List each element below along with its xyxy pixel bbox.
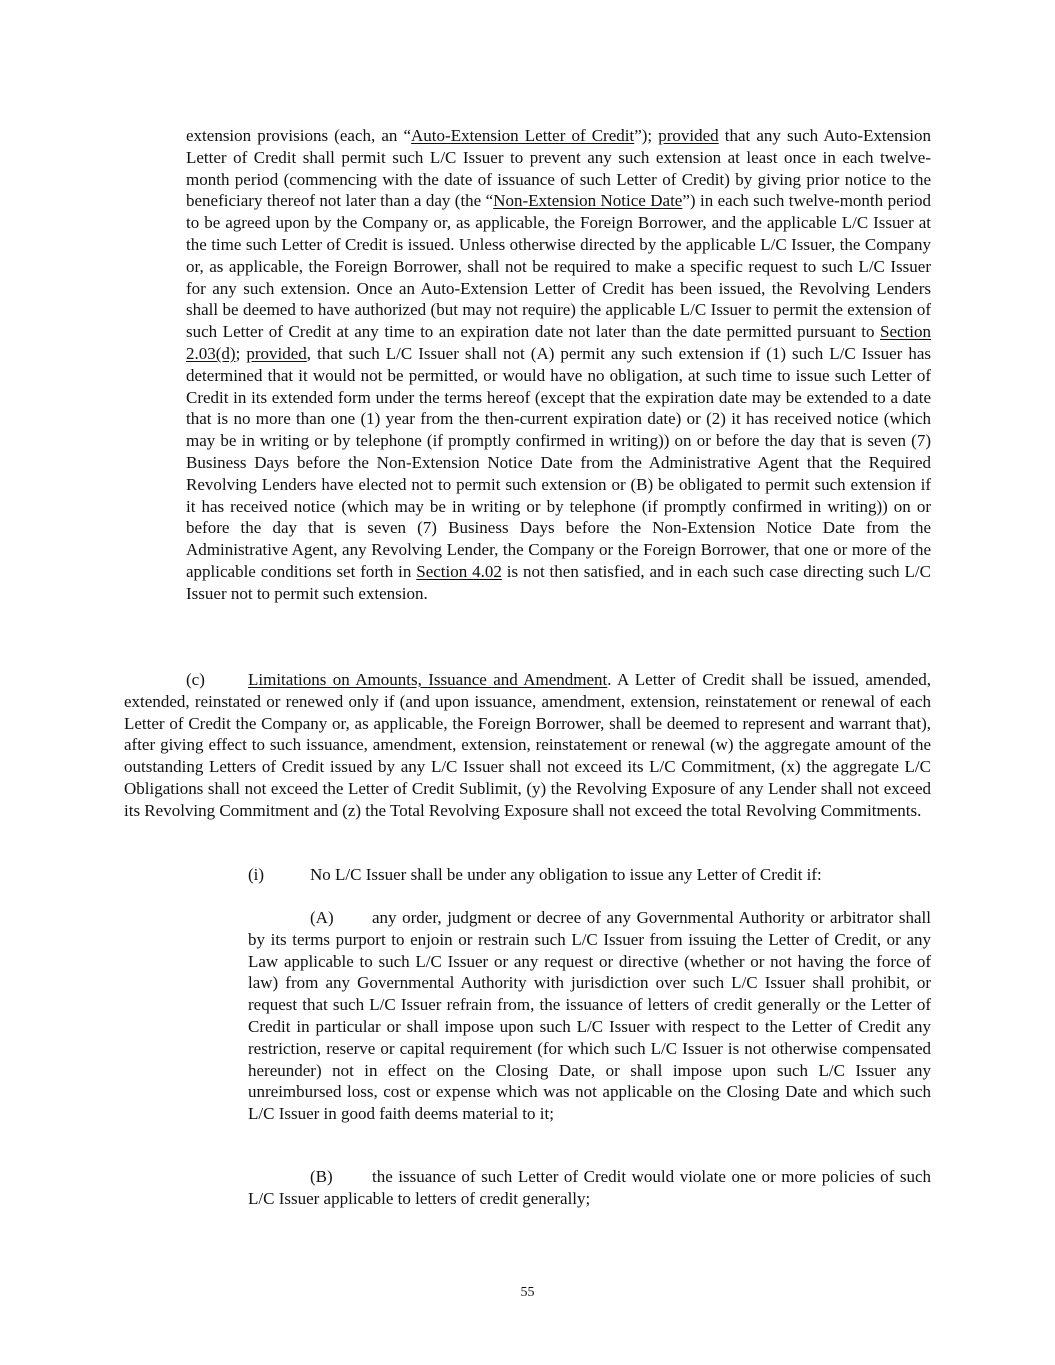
paragraph-marker: (A) bbox=[310, 908, 334, 927]
text-run: that any such Auto-Extension Letter of Credit shall permit such L/C Issuer to prevent any such extension at least once in each twelve-month period (commencing with the date of issuance of such Letter of Credit) by giving prior notice to the beneficiary thereof not later than a day (the “ bbox=[186, 126, 931, 211]
text-run: extension provisions (each, an “ bbox=[186, 126, 412, 145]
paragraph-text: the issuance of such Letter of Credit would violate one or more policies of such L/C Issuer applicable to letters of credit generally; bbox=[248, 1167, 931, 1208]
page-number: 55 bbox=[520, 1285, 535, 1300]
paragraph-marker: (c) bbox=[186, 670, 205, 689]
defined-term-non-extension-notice-date: Non-Extension Notice Date bbox=[493, 191, 683, 211]
text-run: , that such L/C Issuer shall not (A) permit any such extension if (1) such L/C Issuer has determined that it would not be permitted, or would have no obligation, at such time to issue such Letter of Credit in its extended form under the terms hereof (except that the expiration date may be extended to a date that is no more than one (1) year from the then-current expiration date) or (2) it has received notice (which may be in writing or by telephone (if promptly confirmed in writing)) on or before the day that is seven (7) Business Days before the Non-Extension Notice Date from the Administrative Agent that the Required Revolving Lenders have elected not to permit such extension or (B) be obligated to permit such extension if it has received notice (which may be in writing or by telephone (if promptly confirmed in writing)) on or before the day that is seven (7) Business Days before the Non-Extension Notice Date from the Administrative Agent, any Revolving Lender, the Company or the Foreign Borrower, that one or more of the applicable conditions set forth in bbox=[186, 343, 931, 581]
paragraph-heading: Limitations on Amounts, Issuance and Amendment bbox=[248, 670, 608, 689]
provided-term: provided bbox=[658, 126, 719, 145]
paragraph-text: any order, judgment or decree of any Governmental Authority or arbitrator shall by its terms purport to enjoin or restrain such L/C Issuer from issuing the Letter of Credit, or any Law applicable to such L/C Issuer or any request or directive (whether or not having the force of law) from any Governmental Authority with jurisdiction over such L/C Issuer shall prohibit, or request that such L/C Issuer refrain from, the issuance of letters of credit generally or the Letter of Credit in particular or shall impose upon such L/C Issuer with respect to the Letter of Credit any restriction, reserve or capital requirement (for which such L/C Issuer is not otherwise compensated hereunder) not in effect on the Closing Date, or shall impose upon such L/C Issuer any unreimbursed loss, cost or expense which was not applicable on the Closing Date and which such L/C Issuer in good faith deems material to it; bbox=[248, 908, 931, 1124]
text-run: is not then satisfied, and in each such case directing such L/C Issuer not to permit such extension. bbox=[186, 561, 931, 603]
paragraph-c bbox=[124, 669, 931, 822]
provided-term: provided bbox=[246, 343, 307, 363]
text-run: ; bbox=[235, 343, 247, 363]
paragraph-i bbox=[248, 864, 931, 886]
section-reference-2-03d: Section 2.03(d) bbox=[186, 322, 931, 363]
defined-term-auto-extension: Auto-Extension Letter of Credit bbox=[411, 126, 635, 145]
paragraph-marker: (B) bbox=[310, 1167, 333, 1186]
text-run: ”) in each such twelve-month period to be agreed upon by the Company or, as applicable, the Foreign Borrower, and the applicable L/C Issuer at the time such Letter of Credit is issued. Unless otherwise directed by the applicable L/C Issuer, the Company or, as applicable, the Foreign Borrower, shall not be required to make a specific request to such L/C Issuer for any such extension. Once an Auto-Extension Letter of Credit has been issued, the Revolving Lenders shall be deemed to have authorized (but may not require) the applicable L/C Issuer to permit the extension of such Letter of Credit at any time to an expiration date not later than the date permitted pursuant to bbox=[186, 191, 932, 342]
paragraph-text: No L/C Issuer shall be under any obligation to issue any Letter of Credit if: bbox=[310, 865, 822, 884]
section-reference-4-02: Section 4.02 bbox=[416, 561, 502, 581]
paragraph-marker: (i) bbox=[248, 865, 265, 884]
paragraph-A bbox=[248, 907, 931, 1125]
continued-paragraph bbox=[186, 125, 931, 605]
paragraph-text: . A Letter of Credit shall be issued, amended, extended, reinstated or renewed only if (and upon issuance, amendment, extension, reinstatement or renewal of each Letter of Credit the Company or, as applicable, the Foreign Borrower, shall be deemed to represent and warrant that), after giving effect to such issuance, amendment, extension, reinstatement or renewal (w) the aggregate amount of the outstanding Letters of Credit issued by any L/C Issuer shall not exceed its L/C Commitment, (x) the aggregate L/C Obligations shall not exceed the Letter of Credit Sublimit, (y) the Revolving Exposure of any Lender shall not exceed its Revolving Commitment and (z) the Total Revolving Exposure shall not exceed the total Revolving Commitments. bbox=[124, 670, 931, 820]
text-run: ”); bbox=[634, 126, 659, 145]
paragraph-B bbox=[248, 1166, 931, 1210]
